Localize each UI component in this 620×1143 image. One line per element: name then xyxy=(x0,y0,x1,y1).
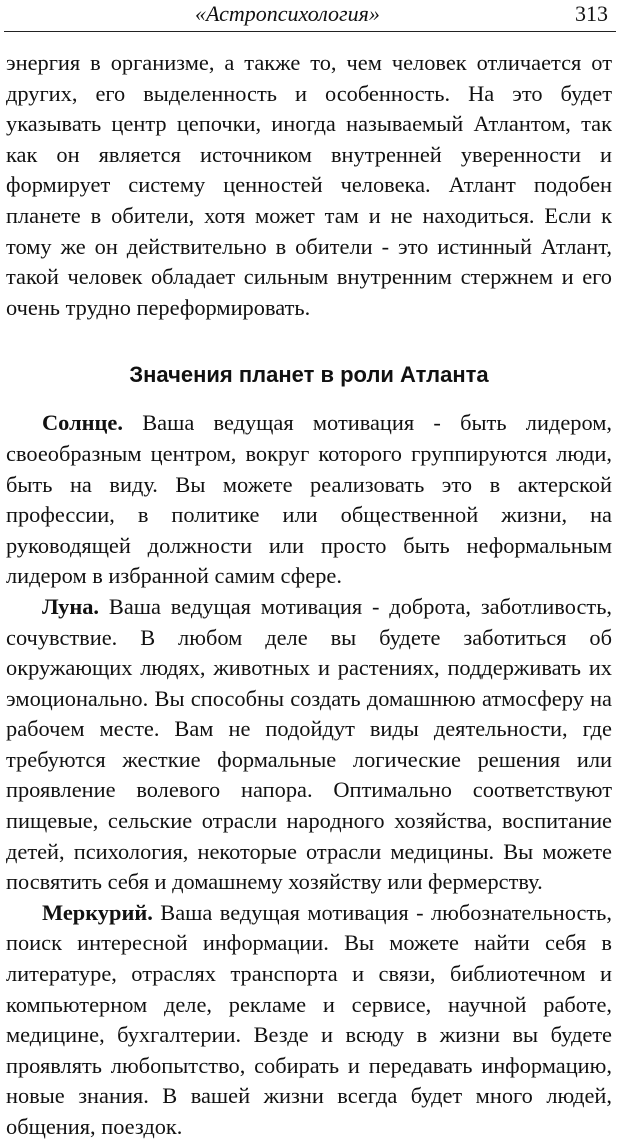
running-header xyxy=(0,0,620,36)
intro-paragraph: энергия в организме, а также то, чем человек отличается от других, его выделенность и особенность. На это будет указывать центр цепочки, иногда называемый Атлантом, так как он является источником внутренней уверенности и формирует систему ценностей человека. Атлант подобен планете в обители, хотя может там и не находиться. Если к тому же он действительно в обители - это истинный Атлант, такой человек обладает сильным внутренним стержнем и его очень трудно переформировать. xyxy=(6,50,612,320)
entry-text-moon: Ваша ведущая мотивация - доброта, заботливость, сочувствие. В любом деле вы будете заботиться об окружающих людях, животных и растениях, поддерживать их эмоционально. Вы способны создать домашнюю атмосферу на рабочем месте. Вам не подойдут виды деятельности, где требуются жесткие формальные логические решения или проявление волевого напора. Оптимально соответствуют пищевые, сельские отрасли народного хозяйства, воспитание детей, психология, некоторые отрасли медицины. Вы можете посвятить себя и домашнему хозяйству или фермерству. xyxy=(6,593,612,895)
entry-term-sun: Солнце. xyxy=(42,410,123,436)
section-heading: Значения планет в роли Атланта xyxy=(129,362,489,388)
entry-paragraph-mercury xyxy=(6,898,612,1143)
page-number: 313 xyxy=(575,1,608,26)
header-rule xyxy=(4,31,616,32)
entry-term-mercury: Меркурий. xyxy=(42,899,153,925)
entry-paragraph-sun xyxy=(6,408,612,592)
entry-paragraph-moon xyxy=(6,592,612,898)
running-title: «Астропсихология» xyxy=(195,1,380,26)
entry-text-sun: Ваша ведущая мотивация - быть лидером, своеобразным центром, вокруг которого группируются люди, быть на виду. Вы можете реализовать это в актерской профессии, в политике или общественной жизни, на руководящей должности или просто быть неформальным лидером в избранной самим сфере. xyxy=(6,410,612,589)
entry-text-mercury: Ваша ведущая мотивация - любознательность, поиск интересной информации. Вы можете найти себя в литературе, отраслях транспорта и связи, библиотечном и компьютерном деле, рекламе и сервисе, научной работе, медицине, бухгалтерии. Везде и всюду в жизни вы будете проявлять любопытство, собирать и передавать информацию, новые знания. В вашей жизни всегда будет много людей, общения, поездок. xyxy=(6,899,612,1139)
entry-term-moon: Луна. xyxy=(42,593,100,619)
page-body xyxy=(6,48,612,1143)
